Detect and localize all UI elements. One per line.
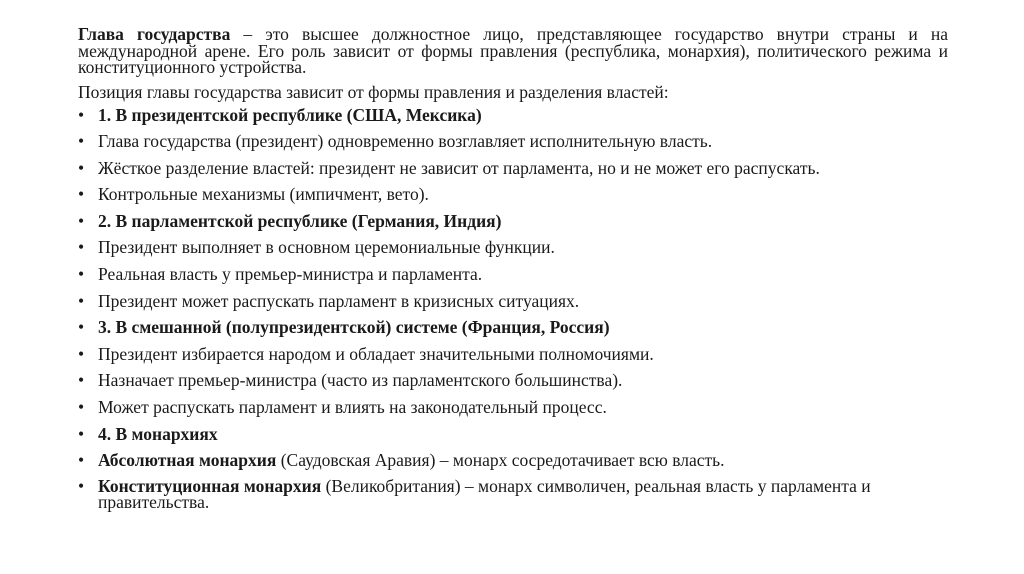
list-item: [78, 185, 948, 203]
list-item: [78, 132, 948, 150]
list-item: [78, 398, 948, 416]
list-item-text: Жёсткое разделение властей: президент не зависит от парламента, но и не может его распускать.: [98, 157, 820, 178]
list-item: [78, 292, 948, 310]
list-item: [78, 425, 948, 443]
bullet-list: [78, 106, 948, 510]
lead-paragraph: Позиция главы государства зависит от формы правления и разделения властей:: [78, 81, 669, 102]
list-item: [78, 451, 948, 469]
section-heading-presidential: 1. В президентской республике (США, Мексика): [98, 104, 482, 125]
list-item-text: Президент выполняет в основном церемониальные функции.: [98, 237, 555, 258]
bullet-icon: •: [78, 184, 85, 205]
list-item: [78, 371, 948, 389]
bullet-icon: •: [78, 475, 85, 496]
bullet-icon: •: [78, 343, 85, 364]
bullet-icon: •: [78, 210, 85, 231]
bullet-icon: •: [78, 264, 85, 285]
list-item-text: (Саудовская Аравия) – монарх сосредотачивает всю власть.: [276, 450, 725, 471]
list-item: [78, 212, 948, 230]
section-heading-parliamentary: 2. В парламентской республике (Германия, Индия): [98, 210, 502, 231]
list-item-text: Президент может распускать парламент в кризисных ситуациях.: [98, 290, 580, 311]
list-item-text: Глава государства (президент) одновременно возглавляет исполнительную власть.: [98, 131, 713, 152]
list-item-text: Президент избирается народом и обладает значительными полномочиями.: [98, 343, 654, 364]
section-heading-monarchies: 4. В монархиях: [98, 423, 218, 444]
list-item: [78, 238, 948, 256]
slide-content: [78, 26, 948, 518]
bullet-icon: •: [78, 423, 85, 444]
bullet-icon: •: [78, 370, 85, 391]
list-item-text: Реальная власть у премьер-министра и парламента.: [98, 264, 483, 285]
list-item: [78, 159, 948, 177]
bullet-icon: •: [78, 290, 85, 311]
list-item-term: Конституционная монархия: [98, 475, 322, 496]
bullet-icon: •: [78, 104, 85, 125]
list-item: [78, 265, 948, 283]
bullet-icon: •: [78, 317, 85, 338]
bullet-icon: •: [78, 157, 85, 178]
list-item: [78, 318, 948, 336]
list-item-text: Контрольные механизмы (импичмент, вето).: [98, 184, 429, 205]
list-item: [78, 345, 948, 363]
list-item-text: (Великобритания) – монарх символичен, реальная власть у парламента и правительства.: [98, 475, 871, 512]
list-item-text: Может распускать парламент и влиять на законодательный процесс.: [98, 397, 607, 418]
intro-text: – это высшее должностное лицо, представляющее государство внутри страны и на международной арене. Его роль зависит от формы правления (республика, монархия), политического режима и конституционного устройства.: [78, 24, 948, 77]
list-item: [78, 106, 948, 124]
list-item-text: Назначает премьер-министра (часто из парламентского большинства).: [98, 370, 623, 391]
bullet-icon: •: [78, 450, 85, 471]
bullet-icon: •: [78, 237, 85, 258]
list-item: [78, 475, 948, 512]
list-item-term: Абсолютная монархия: [98, 450, 277, 471]
bullet-icon: •: [78, 131, 85, 152]
bullet-icon: •: [78, 397, 85, 418]
intro-paragraph: [78, 26, 948, 76]
section-heading-mixed: 3. В смешанной (полупрезидентской) системе (Франция, Россия): [98, 317, 610, 338]
intro-term: Глава государства: [78, 24, 231, 44]
